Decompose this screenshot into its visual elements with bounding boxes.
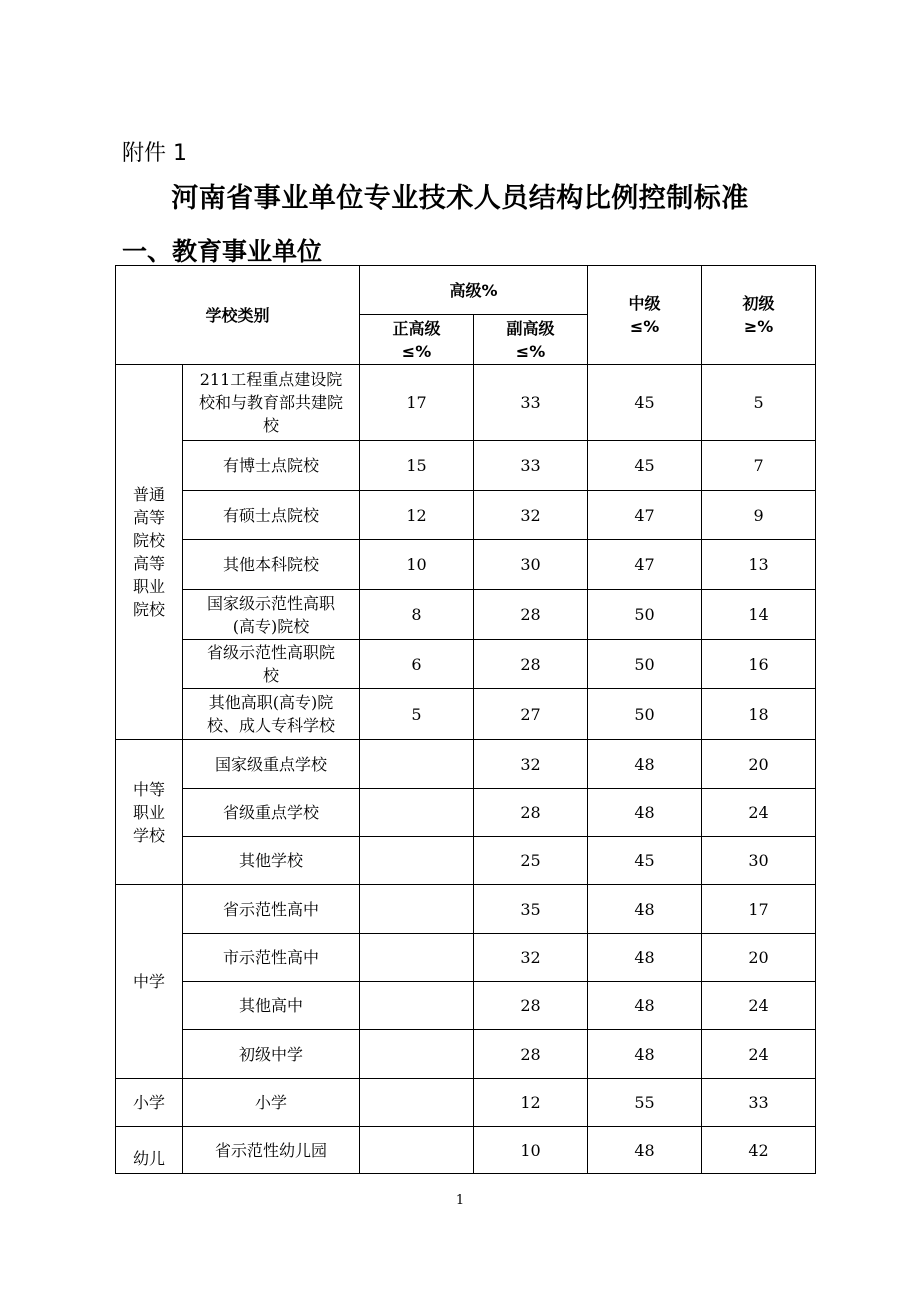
cell-junior: 7 [702, 441, 816, 491]
row-type: 有博士点院校 [183, 441, 360, 491]
table-row [116, 1127, 816, 1174]
group-kindergarten: 幼儿 [116, 1127, 183, 1174]
cell-deputy-senior: 35 [474, 885, 588, 934]
cell-middle: 48 [588, 1030, 702, 1079]
row-type: 其他高中 [183, 982, 360, 1030]
table-row [116, 1030, 816, 1079]
cell-deputy-senior: 32 [474, 740, 588, 789]
cell-junior: 20 [702, 934, 816, 982]
cell-junior: 14 [702, 590, 816, 640]
table-row [116, 1079, 816, 1127]
row-type: 211工程重点建设院校和与教育部共建院校 [183, 365, 360, 441]
cell-middle: 47 [588, 540, 702, 590]
cell-deputy-senior: 25 [474, 837, 588, 885]
row-type: 其他本科院校 [183, 540, 360, 590]
cell-junior: 20 [702, 740, 816, 789]
page-number: 1 [455, 1193, 465, 1208]
row-type: 其他高职(高专)院校、成人专科学校 [183, 689, 360, 740]
cell-deputy-senior: 28 [474, 789, 588, 837]
cell-full-senior: 15 [360, 441, 474, 491]
cell-middle: 48 [588, 885, 702, 934]
row-type: 省示范性幼儿园 [183, 1127, 360, 1174]
row-type: 初级中学 [183, 1030, 360, 1079]
cell-full-senior [360, 885, 474, 934]
cell-full-senior: 5 [360, 689, 474, 740]
row-type: 国家级重点学校 [183, 740, 360, 789]
cell-full-senior [360, 1079, 474, 1127]
cell-deputy-senior: 33 [474, 365, 588, 441]
cell-middle: 50 [588, 590, 702, 640]
cell-full-senior: 12 [360, 491, 474, 540]
cell-full-senior: 10 [360, 540, 474, 590]
attachment-label: 附件 1 [122, 141, 187, 166]
table-row [116, 789, 816, 837]
cell-middle: 48 [588, 982, 702, 1030]
cell-junior: 24 [702, 1030, 816, 1079]
cell-full-senior [360, 837, 474, 885]
cell-full-senior [360, 1127, 474, 1174]
row-type: 小学 [183, 1079, 360, 1127]
table-row [116, 934, 816, 982]
header-middle: 中级≤% [588, 266, 702, 365]
cell-full-senior [360, 934, 474, 982]
cell-full-senior [360, 789, 474, 837]
cell-deputy-senior: 28 [474, 1030, 588, 1079]
cell-deputy-senior: 28 [474, 640, 588, 689]
cell-middle: 50 [588, 689, 702, 740]
row-type: 省级示范性高职院校 [183, 640, 360, 689]
group-primary: 小学 [116, 1079, 183, 1127]
cell-deputy-senior: 33 [474, 441, 588, 491]
table-row [116, 441, 816, 491]
cell-full-senior [360, 740, 474, 789]
header-junior: 初级≥% [702, 266, 816, 365]
header-full-senior: 正高级≤% [360, 315, 474, 365]
cell-middle: 48 [588, 934, 702, 982]
row-type: 国家级示范性高职(高专)院校 [183, 590, 360, 640]
cell-junior: 33 [702, 1079, 816, 1127]
row-type: 省级重点学校 [183, 789, 360, 837]
header-deputy-senior: 副高级≤% [474, 315, 588, 365]
row-type: 其他学校 [183, 837, 360, 885]
cell-junior: 5 [702, 365, 816, 441]
cell-deputy-senior: 28 [474, 590, 588, 640]
cell-middle: 50 [588, 640, 702, 689]
cell-junior: 18 [702, 689, 816, 740]
cell-deputy-senior: 10 [474, 1127, 588, 1174]
cell-junior: 16 [702, 640, 816, 689]
cell-full-senior: 6 [360, 640, 474, 689]
group-middle-school: 中学 [116, 885, 183, 1079]
table-row [116, 540, 816, 590]
table-row [116, 982, 816, 1030]
cell-middle: 48 [588, 789, 702, 837]
cell-full-senior [360, 1030, 474, 1079]
cell-deputy-senior: 12 [474, 1079, 588, 1127]
section-heading: 一、教育事业单位 [122, 237, 323, 266]
cell-junior: 30 [702, 837, 816, 885]
cell-deputy-senior: 32 [474, 934, 588, 982]
cell-deputy-senior: 28 [474, 982, 588, 1030]
cell-full-senior: 17 [360, 365, 474, 441]
cell-deputy-senior: 27 [474, 689, 588, 740]
cell-middle: 48 [588, 740, 702, 789]
table-row [116, 885, 816, 934]
cell-middle: 47 [588, 491, 702, 540]
cell-junior: 17 [702, 885, 816, 934]
table-row [116, 689, 816, 740]
cell-full-senior: 8 [360, 590, 474, 640]
table-row [116, 740, 816, 789]
cell-middle: 45 [588, 837, 702, 885]
cell-middle: 45 [588, 365, 702, 441]
cell-deputy-senior: 30 [474, 540, 588, 590]
header-senior: 高级% [360, 266, 588, 315]
cell-junior: 24 [702, 789, 816, 837]
cell-junior: 42 [702, 1127, 816, 1174]
structure-ratio-table [115, 265, 816, 1174]
table-row [116, 491, 816, 540]
row-type: 省示范性高中 [183, 885, 360, 934]
cell-deputy-senior: 32 [474, 491, 588, 540]
cell-junior: 13 [702, 540, 816, 590]
row-type: 市示范性高中 [183, 934, 360, 982]
cell-junior: 24 [702, 982, 816, 1030]
cell-junior: 9 [702, 491, 816, 540]
row-type: 有硕士点院校 [183, 491, 360, 540]
cell-middle: 55 [588, 1079, 702, 1127]
group-higher-education: 普通高等院校高等职业院校 [116, 365, 183, 740]
table-row [116, 837, 816, 885]
header-school-type: 学校类别 [116, 266, 360, 365]
cell-full-senior [360, 982, 474, 1030]
table-row [116, 640, 816, 689]
group-secondary-vocational: 中等职业学校 [116, 740, 183, 885]
table-row [116, 590, 816, 640]
cell-middle: 48 [588, 1127, 702, 1174]
table-row [116, 365, 816, 441]
document-title: 河南省事业单位专业技术人员结构比例控制标准 [171, 183, 749, 214]
cell-middle: 45 [588, 441, 702, 491]
